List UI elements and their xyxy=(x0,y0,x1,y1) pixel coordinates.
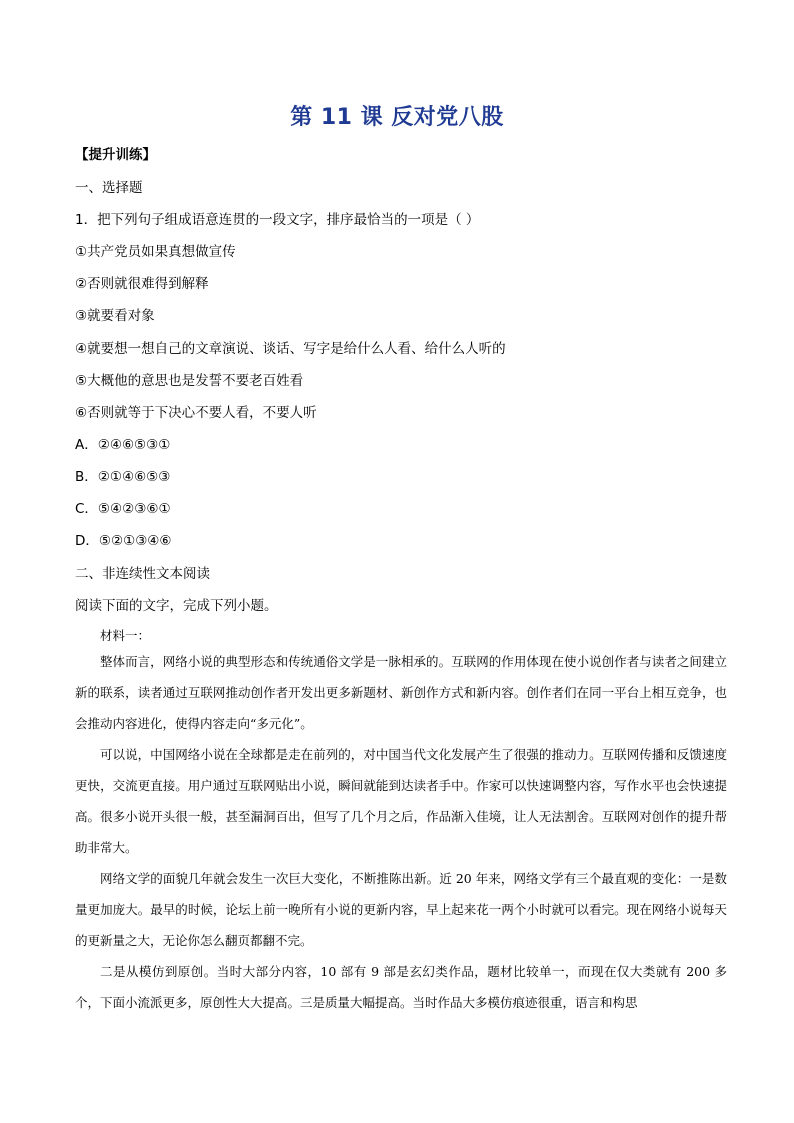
material-body xyxy=(75,646,727,1018)
option-a: A．②④⑥⑤③① xyxy=(75,437,171,453)
sentence-3: ③就要看对象 xyxy=(75,308,155,324)
reading-instruction: 阅读下面的文字，完成下列小题。 xyxy=(75,598,278,614)
material-paragraph: 二是从模仿到原创。当时大部分内容，10 部有 9 部是玄幻类作品，题材比较单一，而现在仅大类就有 200 多个，下面小流派更多，原创性大大提高。三是质量大幅提高。当时作品大多模仿痕迹很重，语言和构思 xyxy=(75,964,727,1010)
sentence-4: ④就要想一想自己的文章演说、谈话、写字是给什么人看、给什么人听的 xyxy=(75,341,506,357)
option-c: C．⑤④②③⑥① xyxy=(75,501,171,517)
sentence-2: ②否则就很难得到解释 xyxy=(75,276,209,292)
option-b: B．②①④⑥⑤③ xyxy=(75,469,171,485)
page-title: 第 11 课 反对党八股 xyxy=(290,105,504,130)
sentence-5: ⑤大概他的意思也是发誓不要老百姓看 xyxy=(75,373,304,389)
sentence-1: ①共产党员如果真想做宣传 xyxy=(75,244,236,260)
section-tag: 【提升训练】 xyxy=(75,147,156,163)
part1-heading: 一、选择题 xyxy=(75,180,143,196)
option-d: D．⑤②①③④⑥ xyxy=(75,533,172,549)
part2-heading: 二、非连续性文本阅读 xyxy=(75,566,210,582)
material-paragraph: 整体而言，网络小说的典型形态和传统通俗文学是一脉相承的。互联网的作用体现在使小说创作者与读者之间建立新的联系，读者通过互联网推动创作者开发出更多新题材、新创作方式和新内容。创作者们在同一平台上相互竞争，也会推动内容进化，使得内容走向“多元化”。 xyxy=(75,654,727,731)
sentence-6: ⑥否则就等于下决心不要人看，不要人听 xyxy=(75,405,317,421)
question-1: 1．把下列句子组成语意连贯的一段文字，排序最恰当的一项是（ ） xyxy=(75,212,480,228)
material-label: 材料一： xyxy=(100,628,151,643)
material-paragraph: 可以说，中国网络小说在全球都是走在前列的，对中国当代文化发展产生了很强的推动力。互联网传播和反馈速度更快，交流更直接。用户通过互联网贴出小说，瞬间就能到达读者手中。作家可以快速调整内容，写作水平也会快速提高。很多小说开头很一般，甚至漏洞百出，但写了几个月之后，作品渐入佳境，让人无法割舍。互联网对创作的提升帮助非常大。 xyxy=(75,747,727,855)
material-paragraph: 网络文学的面貌几年就会发生一次巨大变化，不断推陈出新。近 20 年来，网络文学有三个最直观的变化：一是数量更加庞大。最早的时候，论坛上前一晚所有小说的更新内容，早上起来花一两个小时就可以看完。现在网络小说每天的更新量之大，无论你怎么翻页都翻不完。 xyxy=(75,871,727,948)
